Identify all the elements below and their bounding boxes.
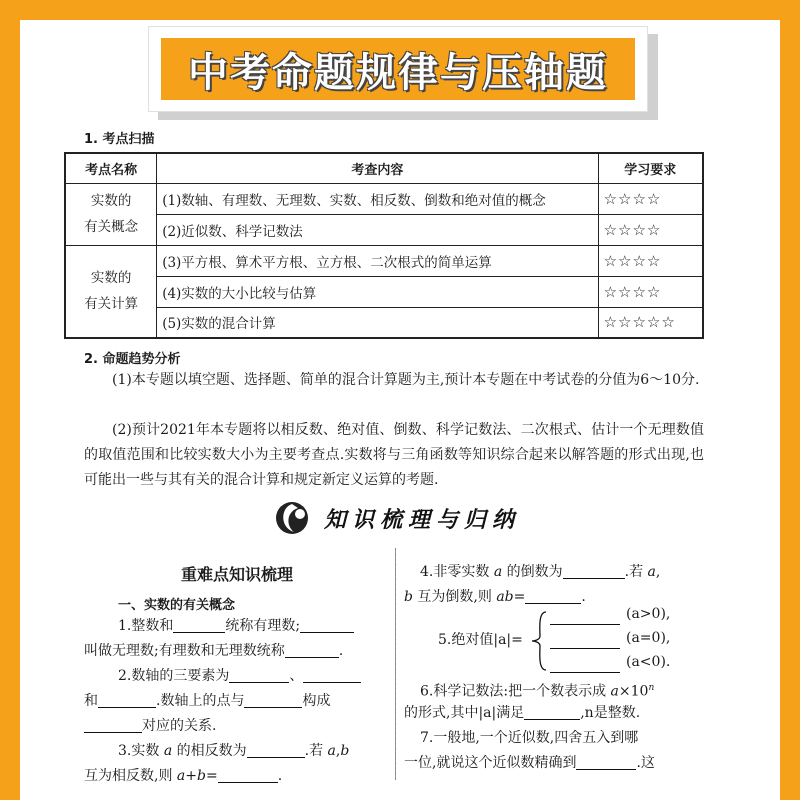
item-text: 和: [84, 693, 98, 709]
exam-points-table: [64, 152, 704, 339]
item-4-line-2: b 互为倒数,则 ab= .: [404, 589, 586, 605]
title-banner: [148, 26, 648, 112]
item-4-line-1: 4.非零实数 a 的倒数为 .若 a,: [420, 564, 661, 580]
banner-inner: [161, 38, 635, 100]
stars-rating: ☆☆☆☆: [598, 245, 703, 276]
trend-text-2: (2)预计2021年本专题将以相反数、绝对值、倒数、科学记数法、二次根式、估计一个无理数值的取值范围和比较实数大小为主要考查点.实数将与三角函数等知识综合起来以解答题的形式出现,也可能出一些与其有关的混合计算和规定新定义运算的考题.: [84, 422, 704, 488]
stars-rating: ☆☆☆☆☆: [598, 307, 703, 338]
fill-blank[interactable]: [229, 667, 289, 683]
page-title: 中考命题规律与压轴题: [188, 49, 608, 96]
column-divider: [395, 548, 396, 780]
condition-2: (a=0),: [626, 630, 671, 646]
trend-paragraph-2: [84, 418, 704, 493]
stars-rating: ☆☆☆☆: [598, 276, 703, 307]
item-text: .若: [304, 743, 324, 759]
item-2-line-3: [84, 714, 216, 739]
fill-blank[interactable]: [525, 588, 581, 604]
content-cell: (1)数轴、有理数、无理数、实数、相反数、倒数和绝对值的概念: [157, 183, 598, 214]
stars-rating: ☆☆☆☆: [598, 183, 703, 214]
category-cell: [65, 245, 157, 338]
item-text: 对应的关系.: [142, 718, 217, 734]
item-text: 的相反数为: [176, 743, 247, 759]
item-6-line-1: 6.科学记数法:把一个数表示成 $a\times 10^n$: [420, 683, 655, 700]
fill-blank[interactable]: [576, 754, 636, 770]
stars-rating: ☆☆☆☆: [598, 214, 703, 245]
fill-blank[interactable]: [98, 692, 156, 708]
fill-blank[interactable]: [303, 667, 361, 683]
header-category: 考点名称: [65, 153, 157, 183]
fill-blank[interactable]: [300, 617, 354, 633]
left-column-title: 重难点知识梳理: [180, 565, 293, 584]
item-text: 、: [289, 668, 304, 684]
item-2-line-2: [84, 689, 330, 714]
content-cell: (4)实数的大小比较与估算: [157, 276, 598, 307]
swirl-logo-icon: [270, 498, 318, 538]
item-text: 的形式,其中|a|满足: [404, 705, 525, 721]
fill-blank[interactable]: [563, 563, 625, 579]
trend-paragraph-1: [84, 368, 704, 393]
fill-blank[interactable]: [550, 672, 620, 673]
left-subheading: 一、实数的有关概念: [118, 598, 236, 613]
item-5-label: 5.绝对值|a|=: [438, 632, 523, 648]
divider-title: 知识梳理与归纳: [324, 507, 521, 533]
item-6-line-2: [404, 701, 640, 726]
brace-icon: [530, 610, 550, 672]
table-row: [65, 245, 703, 276]
item-text: .数轴上的点与: [156, 693, 245, 709]
condition-1: (a>0),: [626, 606, 671, 622]
item-3-line-2: 互为相反数,则 a+b= .: [84, 768, 283, 784]
fill-blank[interactable]: [550, 624, 620, 625]
fill-blank[interactable]: [524, 704, 580, 720]
item-text: 1.整数和: [118, 618, 174, 634]
item-text: 6.科学记数法:把一个数表示成: [420, 683, 607, 700]
item-text: .: [338, 643, 344, 659]
item-text: 一位,就说这个近似数精确到: [404, 755, 577, 771]
content-cell: (2)近似数、科学记数法: [157, 214, 598, 245]
item-1-line-1: [118, 614, 354, 639]
fill-blank[interactable]: [244, 692, 302, 708]
table-row: [65, 276, 703, 307]
item-1-line-2: [84, 639, 343, 664]
trend-text-1: (1)本专题以填空题、选择题、简单的混合计算题为主,预计本专题在中考试卷的分值为6～10分.: [112, 372, 700, 388]
item-text: 的倒数为: [506, 564, 563, 580]
item-2-line-1: [118, 664, 361, 689]
fill-blank[interactable]: [285, 642, 339, 658]
item-text: 互为倒数,则: [417, 589, 492, 605]
item-text: 统称有理数;: [225, 618, 301, 634]
item-7-line-1: 7.一般地,一个近似数,四舍五入到哪: [420, 730, 639, 746]
fill-blank[interactable]: [84, 717, 142, 733]
content-cell: (5)实数的混合计算: [157, 307, 598, 338]
category-line: 实数的: [90, 193, 132, 209]
item-text: .: [581, 589, 586, 605]
item-text: 互为相反数,则: [84, 768, 173, 784]
item-text: 4.非零实数: [420, 564, 490, 580]
category-cell: [65, 183, 157, 245]
fill-blank[interactable]: [173, 617, 225, 633]
condition-3: (a<0).: [626, 654, 671, 670]
category-line: 实数的: [90, 270, 132, 287]
item-text: 2.数轴的三要素为: [118, 668, 230, 684]
category-line: 有关概念: [84, 219, 139, 235]
section1-heading: 1. 考点扫描: [84, 132, 155, 147]
fill-blank[interactable]: [247, 742, 305, 758]
table-row: [65, 183, 703, 214]
table-row: [65, 214, 703, 245]
item-text: ,n是整数.: [580, 705, 641, 721]
item-7-line-2: [404, 751, 655, 776]
item-3-line-1: 3.实数 a 的相反数为 .若 a,b: [118, 743, 350, 759]
fill-blank[interactable]: [550, 648, 620, 649]
section2-heading: 2. 命题趋势分析: [84, 352, 181, 367]
item-text: .这: [636, 755, 655, 771]
table-row: [65, 307, 703, 338]
item-text: 构成: [302, 693, 331, 709]
item-text: .: [277, 768, 283, 784]
category-line: 有关计算: [84, 296, 139, 313]
section-divider: [270, 498, 520, 538]
table-header-row: [65, 153, 703, 183]
header-content: 考查内容: [157, 153, 598, 183]
content-cell: (3)平方根、算术平方根、立方根、二次根式的简单运算: [157, 245, 598, 276]
header-requirement: 学习要求: [598, 153, 703, 183]
fill-blank[interactable]: [218, 767, 278, 783]
item-text: 3.实数: [118, 743, 160, 759]
item-text: 叫做无理数;有理数和无理数统称: [84, 643, 285, 659]
item-text: .若: [624, 564, 644, 580]
